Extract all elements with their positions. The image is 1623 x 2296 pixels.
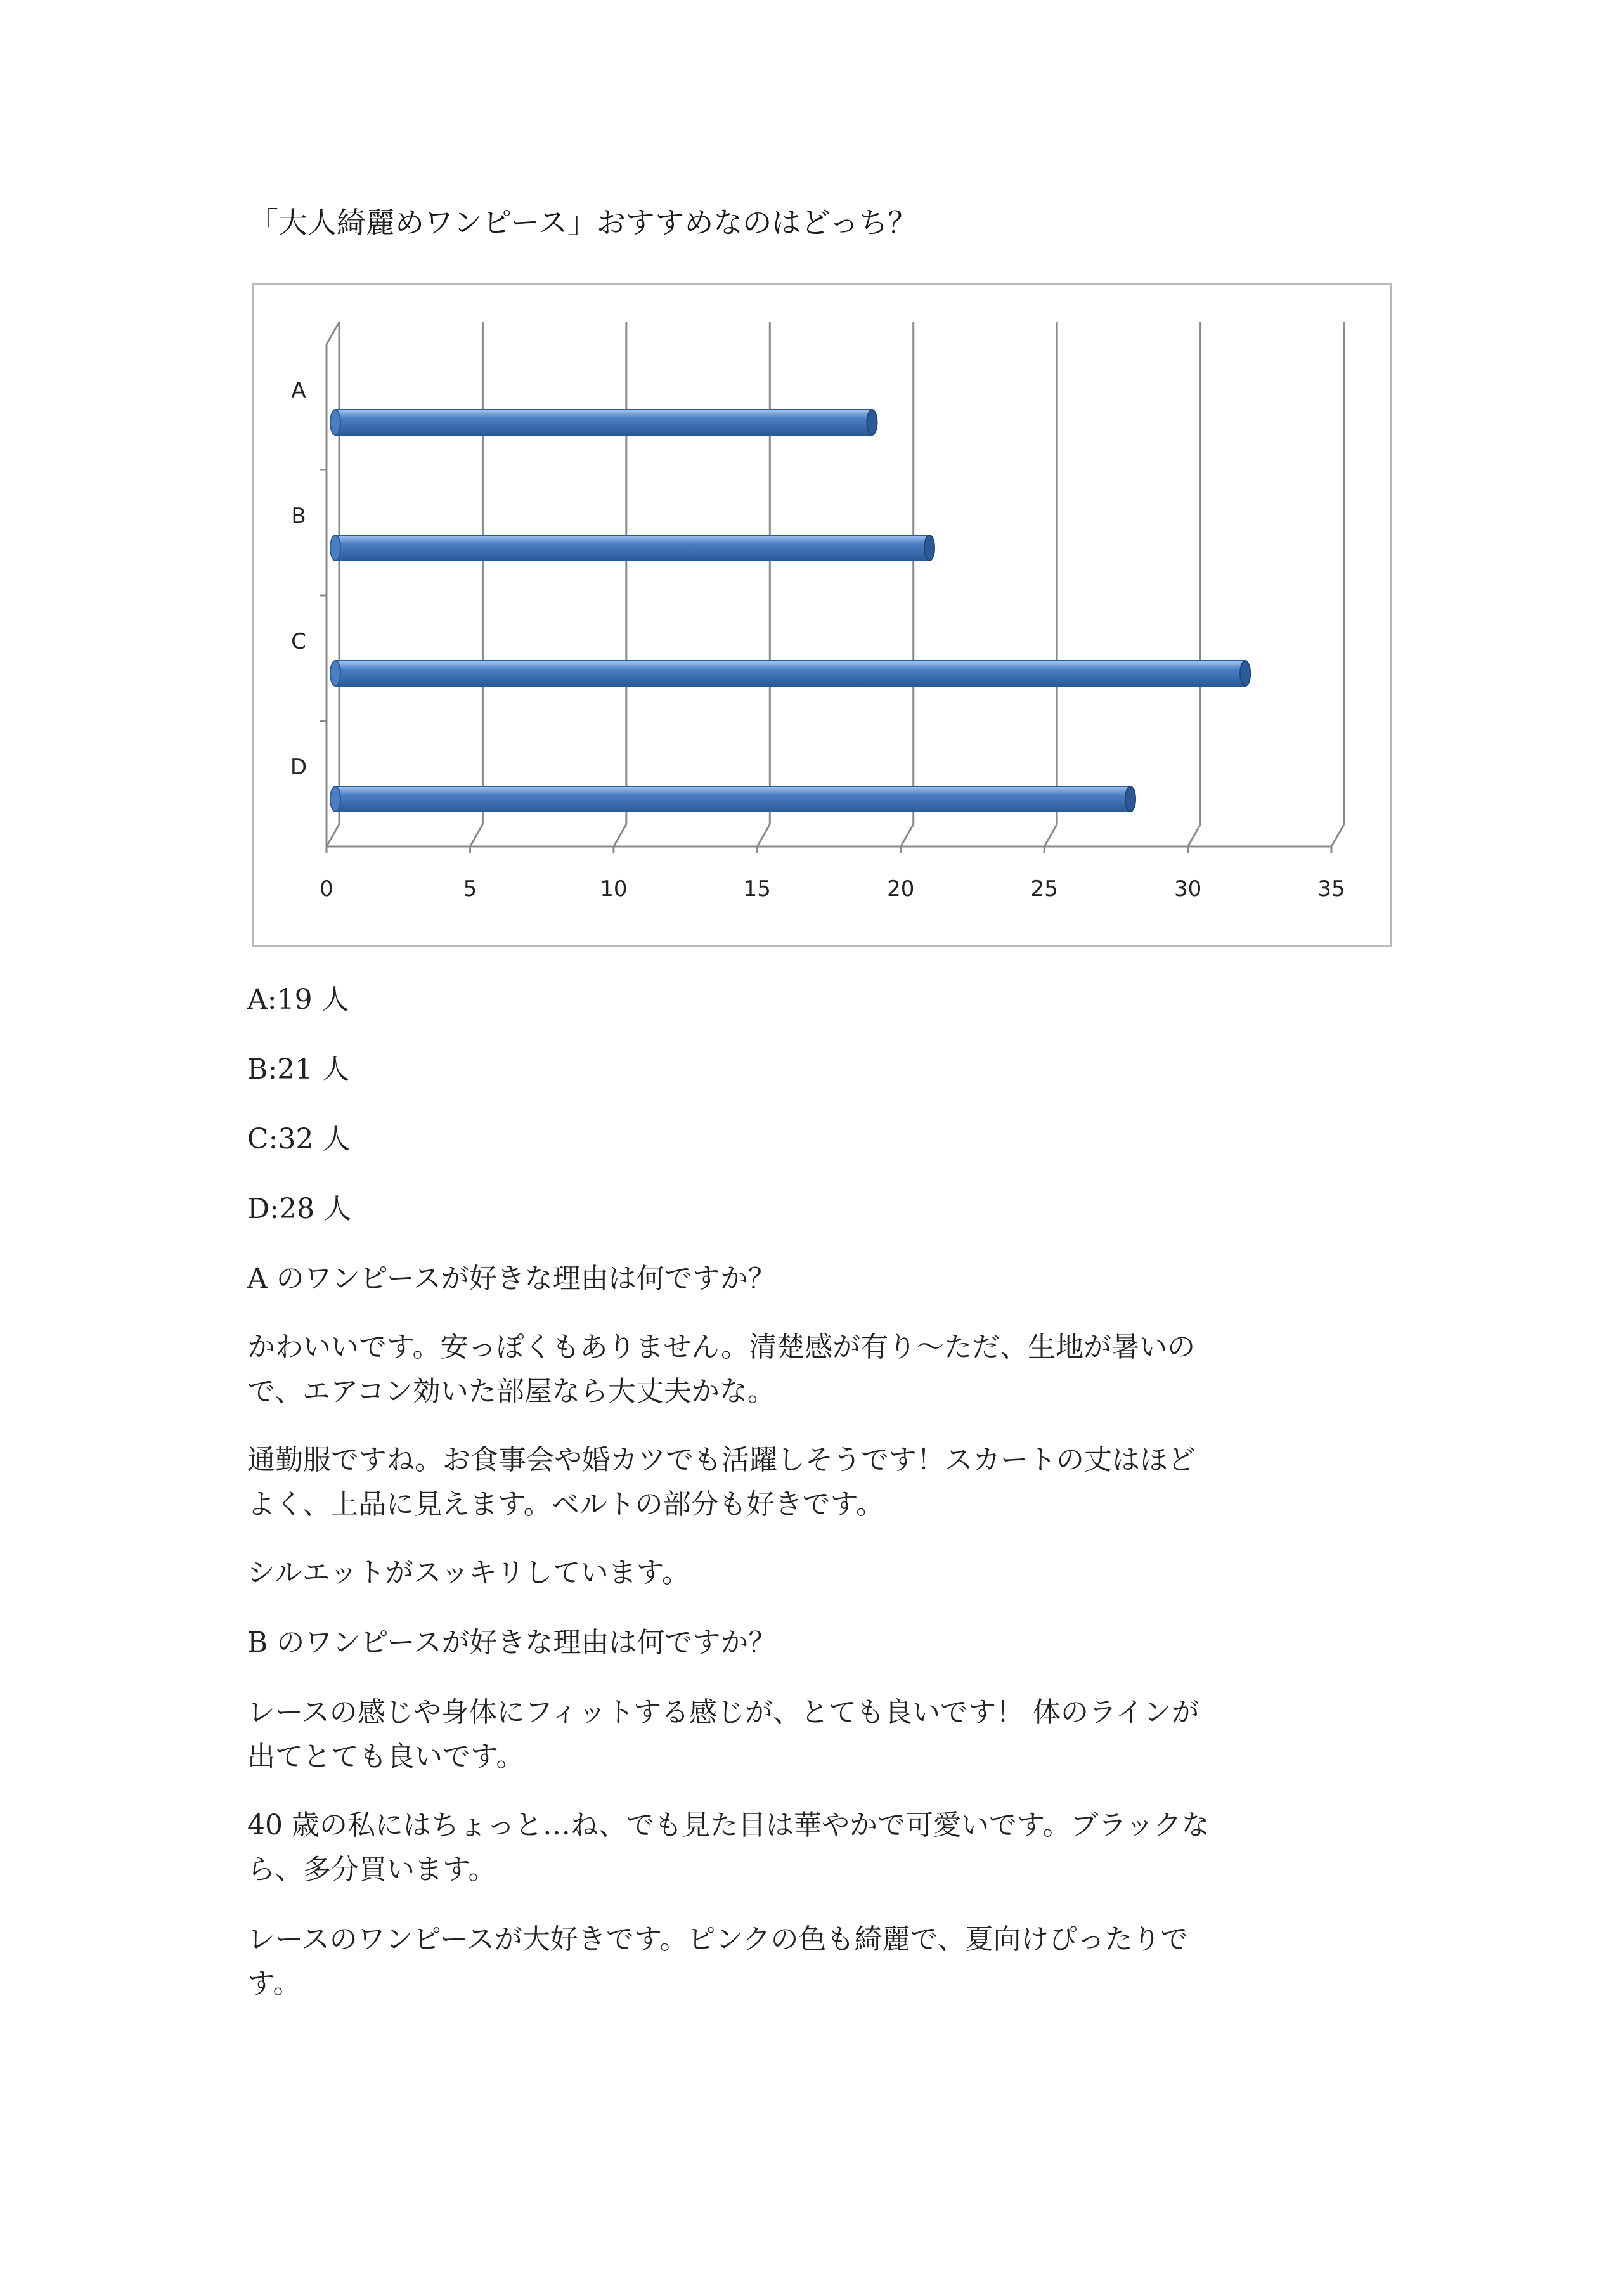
category-label: D [290,755,307,780]
bar-end-cap [867,410,877,435]
comment-b1-line1: レースの感じや身体にフィットする感じが、とても良いです！ 体のラインが [247,1696,1199,1728]
bar [335,661,1245,686]
question-b: B のワンピースが好きな理由は何ですか？ [247,1626,777,1659]
comment-a1-line2: で、エアコン効いた部屋なら大丈夫かな。 [247,1375,775,1408]
gridline-floor [1188,824,1201,846]
bar-start-cap [330,535,340,561]
bar-end-cap [924,535,934,561]
page-title: 「大人綺麗めワンピース」おすすめなのはどっち？ [249,205,917,240]
x-tick-label: 15 [743,876,771,902]
result-c: C:32 人 [247,1123,351,1155]
x-tick-label: 0 [320,876,333,902]
bar-start-cap [330,786,340,812]
x-tick-label: 30 [1174,876,1202,902]
bar-end-cap [1240,661,1250,686]
comment-a1-line1: かわいいです。安っぽくもありません。清楚感が有り～ただ、生地が暑いの [247,1331,1196,1363]
comment-b3-line1: レースのワンピースが大好きです。ピンクの色も綺麗で、夏向けぴったりで [247,1923,1189,1955]
gridline-floor [1331,824,1344,846]
x-tick-label: 20 [887,876,915,902]
y-axis-floor [327,824,339,846]
result-d: D:28 人 [247,1193,352,1225]
result-a: A:19 人 [247,983,349,1016]
bar [335,535,929,561]
bar [335,410,872,435]
chart-canvas [254,285,1390,945]
bar [335,786,1130,812]
x-tick-label: 35 [1317,876,1345,902]
gridline-floor [1044,824,1057,846]
question-a: A のワンピースが好きな理由は何ですか？ [247,1262,776,1295]
x-tick-label: 10 [600,876,628,902]
x-tick-label: 5 [463,876,477,902]
bar-start-cap [330,661,340,686]
gridline-floor [901,824,914,846]
category-label: B [291,503,306,529]
category-label: A [291,378,306,403]
gridline-floor [614,824,626,846]
comment-a2-line2: よく、上品に見えます。ベルトの部分も好きです。 [247,1488,884,1521]
bar-end-cap [1125,786,1135,812]
comment-b2-line2: ら、多分買います。 [247,1853,496,1886]
comment-a3-line1: シルエットがスッキリしています。 [247,1557,690,1589]
gridline-floor [470,824,482,846]
x-tick-label: 25 [1030,876,1058,902]
comment-a2-line1: 通勤服ですね。お食事会や婚カツでも活躍しそうです！スカートの丈はほど [247,1444,1196,1476]
bar-chart [252,283,1392,947]
result-b: B:21 人 [247,1053,350,1086]
comment-b3-line2: す。 [247,1968,301,2000]
bar-start-cap [330,410,340,435]
comment-b2-line1: 40 歳の私にはちょっと…ね、でも見た目は華やかで可愛いです。ブラックな [247,1809,1210,1841]
y-axis-top [327,322,339,344]
gridline-floor [757,824,770,846]
comment-b1-line2: 出てとても良いです。 [247,1741,524,1773]
category-label: C [291,629,306,654]
